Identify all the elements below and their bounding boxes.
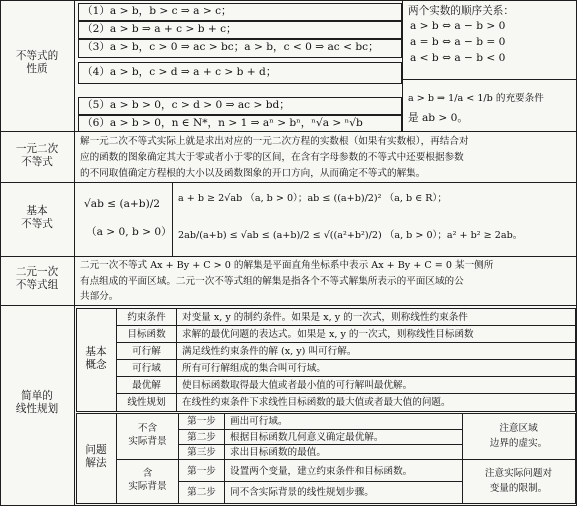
concept-name-optimal-solution: 最优解 (132, 380, 161, 391)
order-relation-title: 两个实数的顺序关系： (408, 5, 514, 17)
label-basic-inequality: 基本 不等式 (21, 205, 53, 230)
linear-system-text-line-1: 二元一次不等式 Ax + By + C > 0 的解集是平面直角坐标系中表示 Ax + By + C = 0 某一侧所 (80, 260, 494, 271)
step-label: 第二步 (187, 487, 216, 498)
step-desc: 设置两个变量，建立约束条件和目标函数。 (230, 466, 413, 477)
basic-inequality-formula: √ab ≤ (a+b)/2 (84, 198, 161, 210)
property-4: （4）a > b，c > d ⇒ a + c > b + d； (82, 66, 277, 78)
concept-desc-constraint: 对变量 x, y 的制约条件。如果是 x, y 的一次式，则称线性约束条件 (182, 312, 468, 323)
label-inequality-properties: 不等式的 性质 (15, 50, 59, 75)
order-relation-3: a < b ⇔ a − b < 0 (410, 52, 506, 64)
linear-system-text-line-3: 共部分。 (80, 291, 119, 302)
step-desc: 根据目标函数几何意义确定最优解。 (230, 432, 384, 443)
property-5: （5）a > b > 0，c > d > 0 ⇒ ac > bd； (82, 99, 290, 111)
problem-methods-label: 问题 解法 (85, 444, 107, 469)
basic-inequality-variant-1: a + b ≥ 2√ab （a, b > 0）；ab ≤ ((a+b)/2)² （a, b ∈ R）； (178, 193, 447, 204)
quadratic-text-line-2: 应的函数的图象确定其大于零或者小于零的区间，在含有字母参数的不等式中还要根据参数 (80, 152, 464, 163)
concept-desc-linear-programming: 在线性约束条件下求线性目标函数的最大值或者最大值的问题。 (182, 397, 451, 408)
note-region-boundary: 注意区域 边界的虚实。 (489, 423, 548, 449)
concept-desc-optimal-solution: 使目标函数取得最大值或者最小值的可行解叫最优解。 (182, 380, 413, 391)
property-2: （2）a > b ⇒ a + c > b + c； (82, 23, 237, 35)
step-label: 第三步 (187, 447, 216, 458)
step-desc: 画出可行域。 (230, 416, 288, 427)
concept-name-constraint: 约束条件 (127, 312, 166, 323)
quadratic-text-line-1: 解一元二次不等式实际上就是求出对应的一元二次方程的实数根（如果有实数根），再结合对 (80, 136, 469, 147)
basic-concepts-label: 基本 概念 (85, 346, 107, 371)
quadratic-text-line-3: 的不同取值确定方程根的大小以及函数图象的开口方向，从而确定不等式的解集。 (80, 168, 426, 179)
reciprocal-condition: a > b ⇒ 1/a < 1/b 的充要条件 (408, 93, 544, 104)
note-variable-restriction: 注意实际问题对 变量的限制。 (484, 468, 553, 494)
label-linear-programming: 简单的 线性规划 (15, 390, 59, 415)
label-quadratic-inequality: 一元二次 不等式 (15, 143, 59, 168)
step-label: 第一步 (187, 466, 216, 477)
reciprocal-condition-tail: 是 ab > 0。 (408, 112, 469, 124)
property-3: （3）a > b，c > 0 ⇒ ac > bc；a > b，c < 0 ⇒ ac < bc； (82, 41, 379, 53)
step-desc: 同不含实际背景的线性规划步骤。 (230, 487, 374, 498)
concept-name-feasible-region: 可行域 (132, 363, 161, 374)
without-background-label: 不含 实际背景 (128, 423, 167, 447)
step-label: 第二步 (187, 432, 216, 443)
concept-desc-feasible-region: 所有可行解组成的集合叫可行域。 (182, 363, 326, 374)
concept-name-feasible-solution: 可行解 (132, 346, 161, 357)
basic-inequality-variant-2: 2ab/(a+b) ≤ √ab ≤ (a+b)/2 ≤ √((a²+b²)/2) （a, b > 0）；a² + b² ≥ 2ab。 (178, 230, 523, 241)
order-relation-1: a > b ⇔ a − b > 0 (410, 20, 506, 32)
basic-inequality-condition: （a > 0, b > 0） (86, 226, 172, 238)
step-desc: 求出目标函数的最值。 (230, 447, 326, 458)
concept-name-objective: 目标函数 (127, 329, 166, 340)
concept-name-linear-programming: 线性规划 (127, 397, 166, 408)
linear-system-text-line-2: 有点组成的平面区域。二元一次不等式组的解集是指各个不等式解集所表示的平面区域的公 (80, 276, 464, 287)
label-linear-inequality-system: 二元一次 不等式组 (15, 266, 59, 291)
with-background-label: 含 实际背景 (128, 468, 167, 492)
order-relation-2: a = b ⇔ a − b = 0 (410, 36, 506, 48)
concept-desc-objective: 求解的最优问题的表达式。如果是 x, y 的一次式，则称线性目标函数 (182, 329, 474, 340)
concept-desc-feasible-solution: 满足线性约束条件的解 (x, y) 叫可行解。 (182, 346, 357, 357)
property-1: （1）a > b，b > c ⇒ a > c； (82, 5, 232, 17)
property-6: （6）a > b > 0，n ∈ N*，n > 1 ⇒ aⁿ > bⁿ，ⁿ√a > ⁿ√b (82, 117, 363, 129)
step-label: 第一步 (187, 416, 216, 427)
